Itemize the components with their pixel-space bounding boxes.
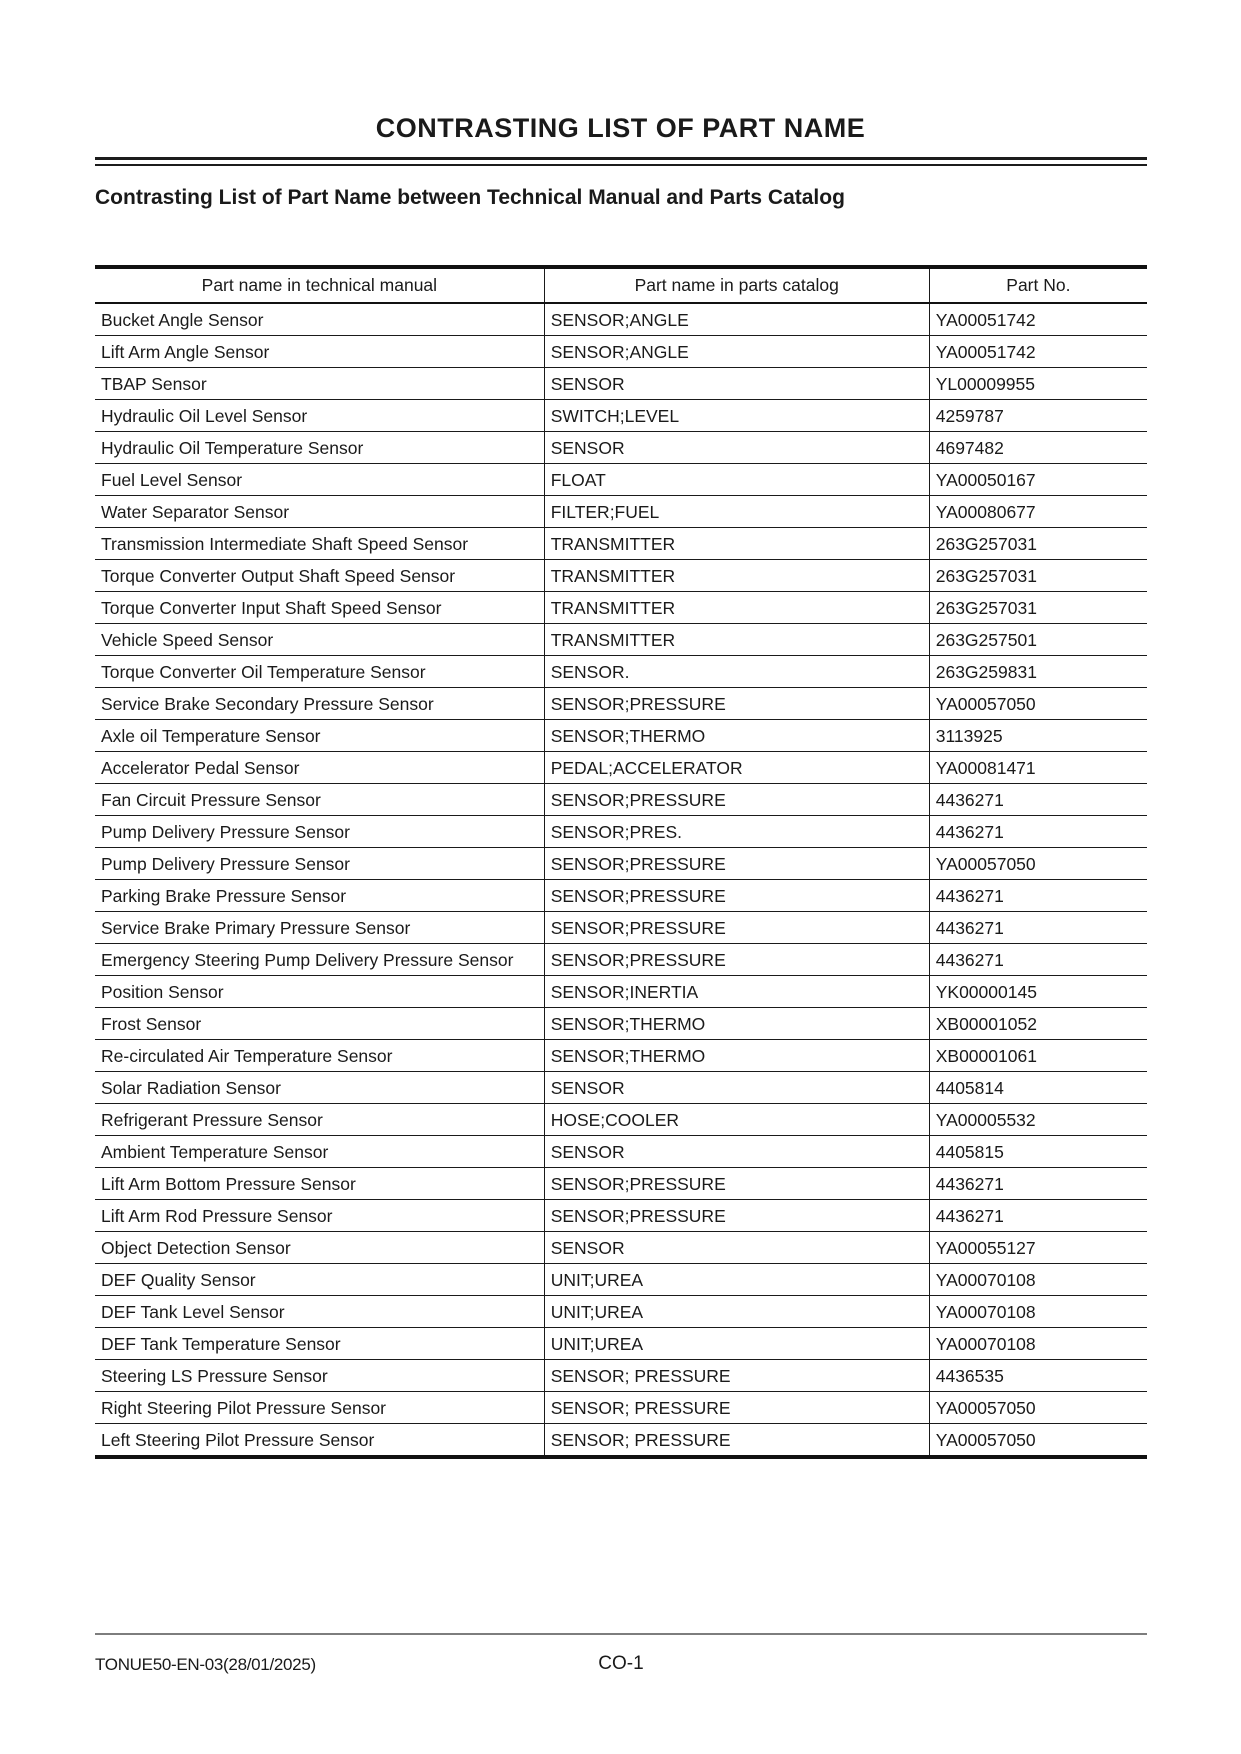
cell-technical-name: Pump Delivery Pressure Sensor: [95, 816, 544, 848]
cell-technical-name: DEF Tank Level Sensor: [95, 1296, 544, 1328]
cell-part-no: 3113925: [929, 720, 1147, 752]
cell-part-no: 263G257501: [929, 624, 1147, 656]
cell-part-no: 263G257031: [929, 528, 1147, 560]
cell-technical-name: DEF Tank Temperature Sensor: [95, 1328, 544, 1360]
cell-part-no: XB00001052: [929, 1008, 1147, 1040]
column-header-part-no: Part No.: [929, 267, 1147, 303]
cell-catalog-name: TRANSMITTER: [544, 624, 929, 656]
cell-technical-name: Position Sensor: [95, 976, 544, 1008]
table-row: [95, 1264, 1147, 1296]
cell-technical-name: Object Detection Sensor: [95, 1232, 544, 1264]
cell-technical-name: Fan Circuit Pressure Sensor: [95, 784, 544, 816]
cell-technical-name: Re-circulated Air Temperature Sensor: [95, 1040, 544, 1072]
cell-part-no: YA00080677: [929, 496, 1147, 528]
cell-catalog-name: SENSOR: [544, 1136, 929, 1168]
table-row: [95, 1168, 1147, 1200]
cell-technical-name: Fuel Level Sensor: [95, 464, 544, 496]
cell-part-no: 4436271: [929, 1168, 1147, 1200]
table-row: [95, 1008, 1147, 1040]
cell-part-no: YA00057050: [929, 1392, 1147, 1424]
cell-catalog-name: SENSOR: [544, 1072, 929, 1104]
table-row: [95, 303, 1147, 336]
cell-catalog-name: SENSOR;INERTIA: [544, 976, 929, 1008]
cell-catalog-name: SENSOR;PRESSURE: [544, 912, 929, 944]
table-row: [95, 880, 1147, 912]
table-body: [95, 303, 1147, 1457]
table-row: [95, 368, 1147, 400]
cell-catalog-name: SENSOR;PRESSURE: [544, 688, 929, 720]
cell-catalog-name: SENSOR;ANGLE: [544, 336, 929, 368]
table-row: [95, 336, 1147, 368]
table-row: [95, 1392, 1147, 1424]
cell-catalog-name: UNIT;UREA: [544, 1264, 929, 1296]
cell-catalog-name: SENSOR;THERMO: [544, 720, 929, 752]
cell-technical-name: Transmission Intermediate Shaft Speed Sensor: [95, 528, 544, 560]
cell-part-no: 4436271: [929, 944, 1147, 976]
cell-catalog-name: FLOAT: [544, 464, 929, 496]
table-header-row: [95, 267, 1147, 303]
table-row: [95, 816, 1147, 848]
parts-table: [95, 265, 1147, 1459]
cell-part-no: 4436271: [929, 880, 1147, 912]
cell-technical-name: Bucket Angle Sensor: [95, 303, 544, 336]
cell-part-no: YA00057050: [929, 1424, 1147, 1458]
table-row: [95, 752, 1147, 784]
cell-technical-name: Solar Radiation Sensor: [95, 1072, 544, 1104]
cell-part-no: YA00057050: [929, 688, 1147, 720]
table-row: [95, 528, 1147, 560]
cell-part-no: 4405815: [929, 1136, 1147, 1168]
cell-catalog-name: SENSOR; PRESSURE: [544, 1392, 929, 1424]
cell-part-no: 263G259831: [929, 656, 1147, 688]
cell-technical-name: Left Steering Pilot Pressure Sensor: [95, 1424, 544, 1458]
cell-part-no: 4436271: [929, 816, 1147, 848]
column-header-catalog-name: Part name in parts catalog: [544, 267, 929, 303]
table-row: [95, 848, 1147, 880]
table-row: [95, 624, 1147, 656]
cell-catalog-name: SENSOR.: [544, 656, 929, 688]
cell-part-no: 4405814: [929, 1072, 1147, 1104]
cell-catalog-name: SENSOR;PRES.: [544, 816, 929, 848]
table-row: [95, 400, 1147, 432]
table-row: [95, 912, 1147, 944]
cell-catalog-name: SENSOR; PRESSURE: [544, 1360, 929, 1392]
cell-part-no: YA00051742: [929, 303, 1147, 336]
table-row: [95, 688, 1147, 720]
cell-technical-name: Lift Arm Angle Sensor: [95, 336, 544, 368]
cell-part-no: 4436271: [929, 912, 1147, 944]
cell-part-no: YL00009955: [929, 368, 1147, 400]
cell-catalog-name: FILTER;FUEL: [544, 496, 929, 528]
table-row: [95, 784, 1147, 816]
footer-divider: [95, 1633, 1147, 1635]
cell-technical-name: Torque Converter Oil Temperature Sensor: [95, 656, 544, 688]
table-row: [95, 1136, 1147, 1168]
cell-catalog-name: TRANSMITTER: [544, 592, 929, 624]
cell-part-no: 263G257031: [929, 560, 1147, 592]
cell-catalog-name: SENSOR;ANGLE: [544, 303, 929, 336]
cell-catalog-name: SENSOR; PRESSURE: [544, 1424, 929, 1458]
cell-technical-name: Steering LS Pressure Sensor: [95, 1360, 544, 1392]
cell-technical-name: Torque Converter Input Shaft Speed Sensor: [95, 592, 544, 624]
table-row: [95, 1232, 1147, 1264]
cell-technical-name: Pump Delivery Pressure Sensor: [95, 848, 544, 880]
cell-part-no: 4697482: [929, 432, 1147, 464]
cell-technical-name: Frost Sensor: [95, 1008, 544, 1040]
cell-technical-name: TBAP Sensor: [95, 368, 544, 400]
cell-part-no: 263G257031: [929, 592, 1147, 624]
cell-technical-name: Service Brake Secondary Pressure Sensor: [95, 688, 544, 720]
cell-part-no: YA00070108: [929, 1296, 1147, 1328]
table-row: [95, 1424, 1147, 1458]
cell-catalog-name: SENSOR;THERMO: [544, 1040, 929, 1072]
column-header-technical-name: Part name in technical manual: [95, 267, 544, 303]
footer-doc-code: TONUE50-EN-03(28/01/2025): [95, 1655, 316, 1674]
cell-technical-name: Refrigerant Pressure Sensor: [95, 1104, 544, 1136]
cell-catalog-name: SENSOR;PRESSURE: [544, 880, 929, 912]
cell-part-no: 4436271: [929, 784, 1147, 816]
cell-technical-name: Right Steering Pilot Pressure Sensor: [95, 1392, 544, 1424]
table-row: [95, 1104, 1147, 1136]
cell-part-no: 4436535: [929, 1360, 1147, 1392]
table-row: [95, 720, 1147, 752]
cell-technical-name: Water Separator Sensor: [95, 496, 544, 528]
section-heading: Contrasting List of Part Name between Technical Manual and Parts Catalog: [95, 186, 845, 209]
cell-catalog-name: UNIT;UREA: [544, 1296, 929, 1328]
cell-technical-name: Accelerator Pedal Sensor: [95, 752, 544, 784]
table-row: [95, 1360, 1147, 1392]
cell-technical-name: Ambient Temperature Sensor: [95, 1136, 544, 1168]
cell-catalog-name: SENSOR;PRESSURE: [544, 1168, 929, 1200]
table-row: [95, 1296, 1147, 1328]
cell-catalog-name: HOSE;COOLER: [544, 1104, 929, 1136]
cell-part-no: YA00070108: [929, 1264, 1147, 1296]
table-row: [95, 1200, 1147, 1232]
cell-part-no: YA00050167: [929, 464, 1147, 496]
table-row: [95, 1328, 1147, 1360]
cell-part-no: YA00070108: [929, 1328, 1147, 1360]
cell-technical-name: Lift Arm Rod Pressure Sensor: [95, 1200, 544, 1232]
cell-technical-name: Vehicle Speed Sensor: [95, 624, 544, 656]
cell-part-no: YA00057050: [929, 848, 1147, 880]
table-header: [95, 267, 1147, 303]
cell-technical-name: Axle oil Temperature Sensor: [95, 720, 544, 752]
page-title: CONTRASTING LIST OF PART NAME: [375, 113, 866, 143]
cell-part-no: YA00051742: [929, 336, 1147, 368]
cell-technical-name: Hydraulic Oil Temperature Sensor: [95, 432, 544, 464]
cell-part-no: XB00001061: [929, 1040, 1147, 1072]
cell-technical-name: DEF Quality Sensor: [95, 1264, 544, 1296]
cell-part-no: YA00055127: [929, 1232, 1147, 1264]
table-row: [95, 944, 1147, 976]
cell-technical-name: Service Brake Primary Pressure Sensor: [95, 912, 544, 944]
cell-catalog-name: SENSOR;PRESSURE: [544, 944, 929, 976]
cell-part-no: 4259787: [929, 400, 1147, 432]
table-row: [95, 464, 1147, 496]
cell-catalog-name: TRANSMITTER: [544, 560, 929, 592]
cell-catalog-name: SENSOR: [544, 432, 929, 464]
cell-catalog-name: SENSOR;THERMO: [544, 1008, 929, 1040]
cell-catalog-name: SENSOR;PRESSURE: [544, 848, 929, 880]
table-row: [95, 656, 1147, 688]
table-row: [95, 1072, 1147, 1104]
cell-part-no: YA00005532: [929, 1104, 1147, 1136]
cell-part-no: YA00081471: [929, 752, 1147, 784]
cell-catalog-name: SWITCH;LEVEL: [544, 400, 929, 432]
cell-catalog-name: SENSOR: [544, 368, 929, 400]
cell-catalog-name: SENSOR;PRESSURE: [544, 1200, 929, 1232]
table-row: [95, 432, 1147, 464]
cell-part-no: YK00000145: [929, 976, 1147, 1008]
cell-part-no: 4436271: [929, 1200, 1147, 1232]
cell-technical-name: Torque Converter Output Shaft Speed Sensor: [95, 560, 544, 592]
page-footer: [95, 1653, 1147, 1679]
footer-page-number: CO-1: [598, 1653, 644, 1674]
cell-catalog-name: SENSOR;PRESSURE: [544, 784, 929, 816]
table-row: [95, 976, 1147, 1008]
cell-catalog-name: TRANSMITTER: [544, 528, 929, 560]
cell-catalog-name: UNIT;UREA: [544, 1328, 929, 1360]
table-row: [95, 496, 1147, 528]
cell-technical-name: Emergency Steering Pump Delivery Pressure Sensor: [95, 944, 544, 976]
cell-technical-name: Hydraulic Oil Level Sensor: [95, 400, 544, 432]
table-row: [95, 560, 1147, 592]
cell-catalog-name: PEDAL;ACCELERATOR: [544, 752, 929, 784]
cell-technical-name: Parking Brake Pressure Sensor: [95, 880, 544, 912]
table-row: [95, 1040, 1147, 1072]
cell-catalog-name: SENSOR: [544, 1232, 929, 1264]
table-row: [95, 592, 1147, 624]
cell-technical-name: Lift Arm Bottom Pressure Sensor: [95, 1168, 544, 1200]
title-divider: [95, 157, 1147, 166]
